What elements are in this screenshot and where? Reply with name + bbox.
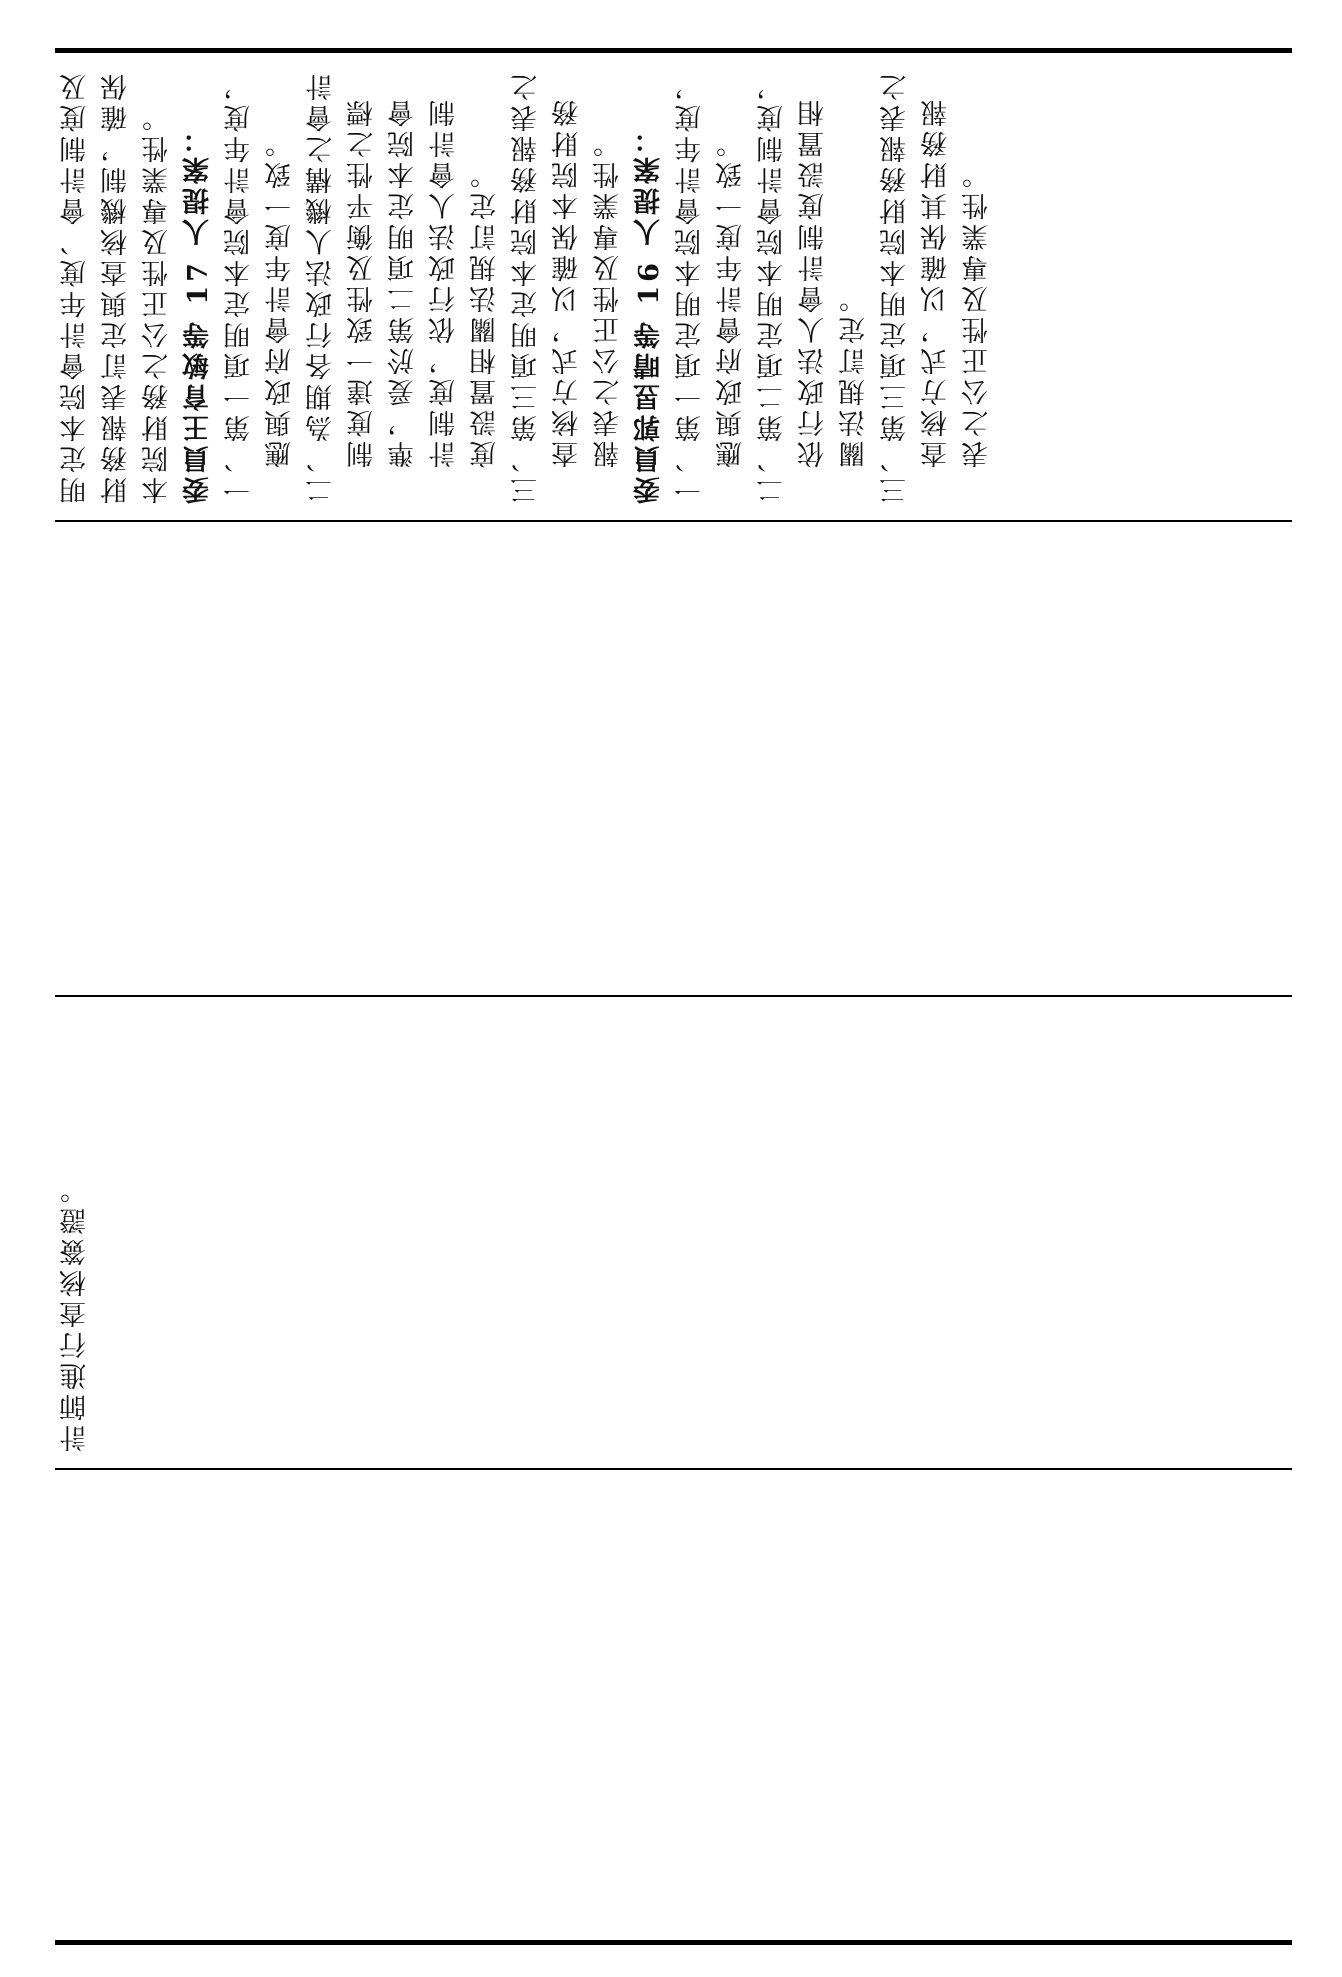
table-top-border (55, 48, 1292, 53)
table-cell-explanation (55, 54, 1292, 516)
kuo-item-3: 三、第三項定明本院財務報表之查核方式，以確保其財務報表之公正性及專業性。 (880, 70, 993, 504)
proposal-heading-wang: 委員王育敏等 17 人提案： (183, 121, 214, 504)
kuo-item-1: 一、第一項定明本院會計年度，應與政府會計年度一致。 (675, 70, 747, 504)
table-cell-empty-2 (55, 1470, 1292, 1938)
wang-item-2: 二、為期各行政法人機構之會計制度達一致性及衡平性之標準，爰於第二項明定本院會計制度，依行政法人會計制度設置相關法規訂定。 (306, 70, 501, 504)
continuation-text (55, 997, 1292, 1452)
table-cell-continuation (55, 997, 1292, 1466)
paragraph-intro: 明定本院會計年度、會計制度及財務報表訂定與查核機制，確保本院財務之公正性及專業性。 (60, 70, 173, 504)
wang-item-1: 一、第一項明定本院會計年度，應與政府會計年度一致。 (224, 70, 296, 504)
table-cell-empty-1 (55, 522, 1292, 993)
kuo-item-2: 二、第二項定明本院會計制度，依行政法人會計制度設置相關法規訂定。 (757, 70, 870, 504)
paragraph-continuation: 計師進行查核簽證。 (60, 1173, 91, 1452)
proposal-heading-kuo: 委員郭昱晴等 16 人提案： (634, 121, 665, 504)
explanation-text (55, 66, 1292, 504)
wang-item-3: 三、第三項明定本院財務報表之查核方式，以確保本院財務報表之公正性及專業性。 (511, 70, 624, 504)
table-bottom-border (55, 1940, 1292, 1945)
